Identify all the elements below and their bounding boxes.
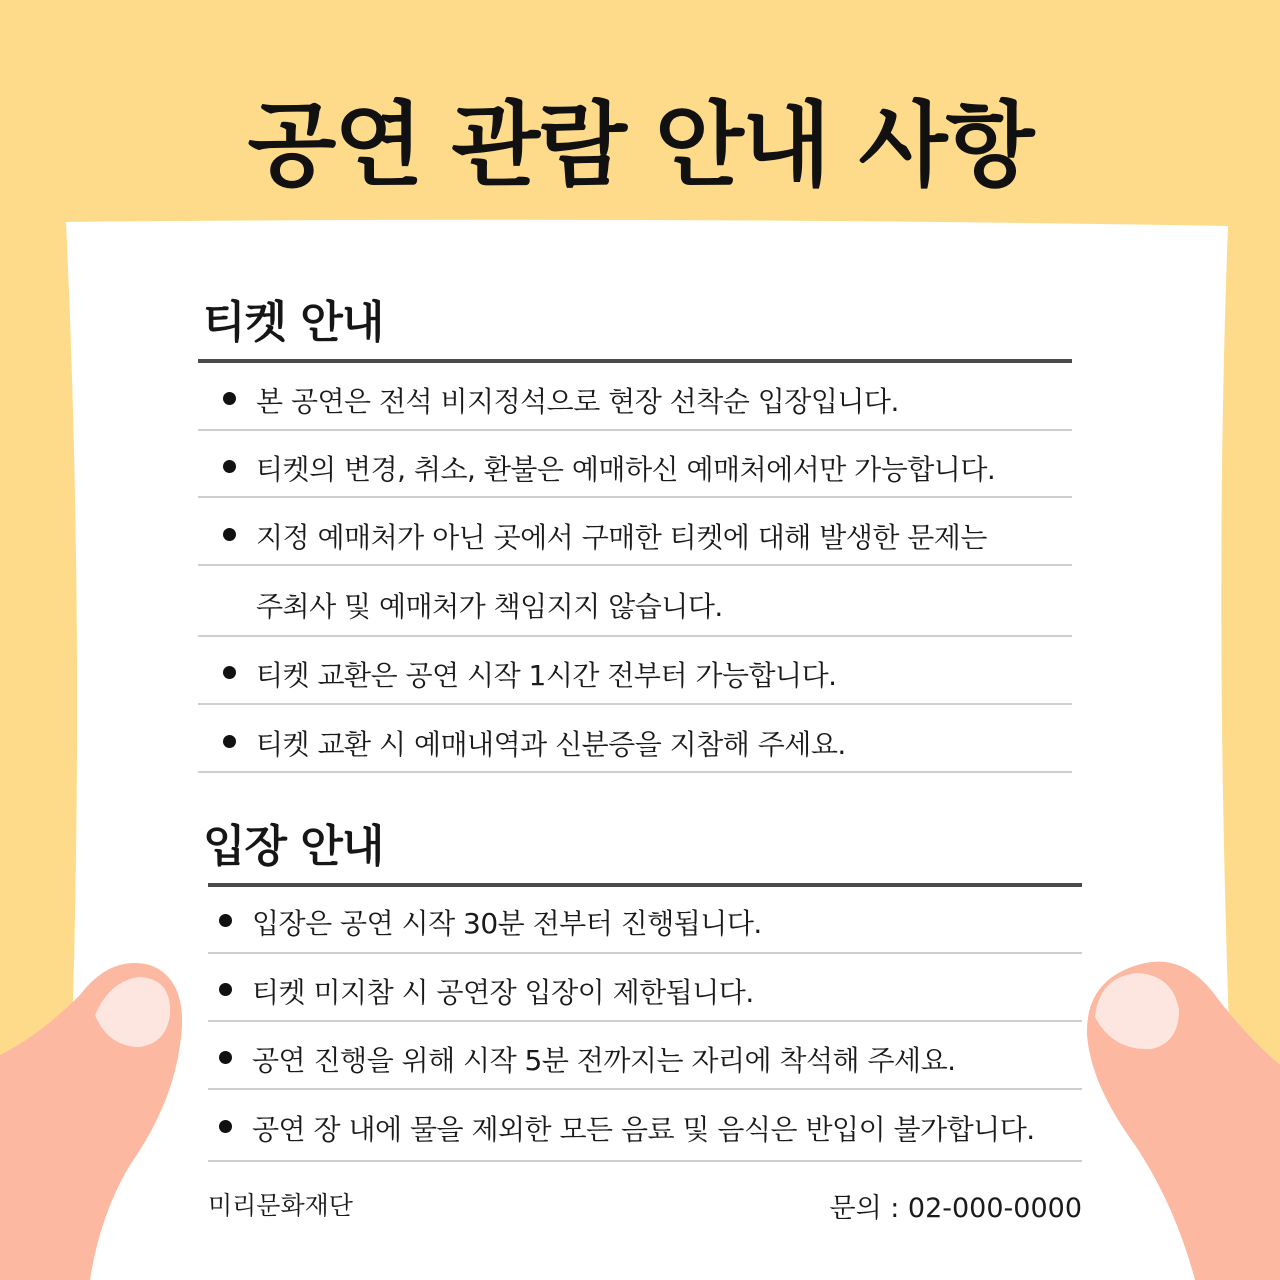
- bullet-icon: [219, 1120, 232, 1133]
- list-item: 공연 장 내에 물을 제외한 모든 음료 및 음식은 반입이 불가합니다.: [252, 1113, 1035, 1146]
- organizer-name: 미리문화재단: [208, 1191, 353, 1220]
- divider: [208, 1088, 1082, 1090]
- divider-thick: [198, 359, 1072, 363]
- bullet-icon: [223, 392, 236, 405]
- list-item: 공연 진행을 위해 시작 5분 전까지는 자리에 착석해 주세요.: [252, 1044, 956, 1077]
- bullet-icon: [219, 1051, 232, 1064]
- left-hand-icon: [0, 955, 190, 1280]
- list-item-continuation: 주최사 및 예매처가 책임지지 않습니다.: [256, 590, 723, 623]
- divider: [198, 703, 1072, 705]
- bullet-icon: [223, 460, 236, 473]
- bullet-icon: [219, 983, 232, 996]
- page-title: 공연 관람 안내 사항: [247, 92, 1033, 199]
- divider: [208, 952, 1082, 954]
- right-hand-icon: [1075, 955, 1280, 1280]
- divider: [198, 496, 1072, 498]
- divider: [198, 429, 1072, 431]
- divider: [198, 771, 1072, 773]
- divider: [198, 635, 1072, 637]
- section-heading-entry: 입장 안내: [203, 821, 384, 872]
- bullet-icon: [223, 528, 236, 541]
- bullet-icon: [223, 666, 236, 679]
- divider: [208, 1160, 1082, 1162]
- list-item: 티켓 교환 시 예매내역과 신분증을 지참해 주세요.: [256, 728, 846, 761]
- bullet-icon: [219, 914, 232, 927]
- bullet-icon: [223, 735, 236, 748]
- list-item: 티켓 미지참 시 공연장 입장이 제한됩니다.: [252, 976, 754, 1009]
- list-item: 티켓의 변경, 취소, 환불은 예매하신 예매처에서만 가능합니다.: [256, 453, 996, 486]
- divider: [208, 1020, 1082, 1022]
- section-heading-ticket: 티켓 안내: [203, 297, 384, 348]
- list-item: 지정 예매처가 아닌 곳에서 구매한 티켓에 대해 발생한 문제는: [256, 521, 987, 554]
- divider-thick: [208, 883, 1082, 887]
- list-item: 티켓 교환은 공연 시작 1시간 전부터 가능합니다.: [256, 659, 837, 692]
- list-item: 입장은 공연 시작 30분 전부터 진행됩니다.: [252, 907, 762, 940]
- list-item: 본 공연은 전석 비지정석으로 현장 선착순 입장입니다.: [256, 385, 899, 418]
- contact-info: 문의 : 02-000-0000: [829, 1193, 1082, 1224]
- divider: [198, 564, 1072, 566]
